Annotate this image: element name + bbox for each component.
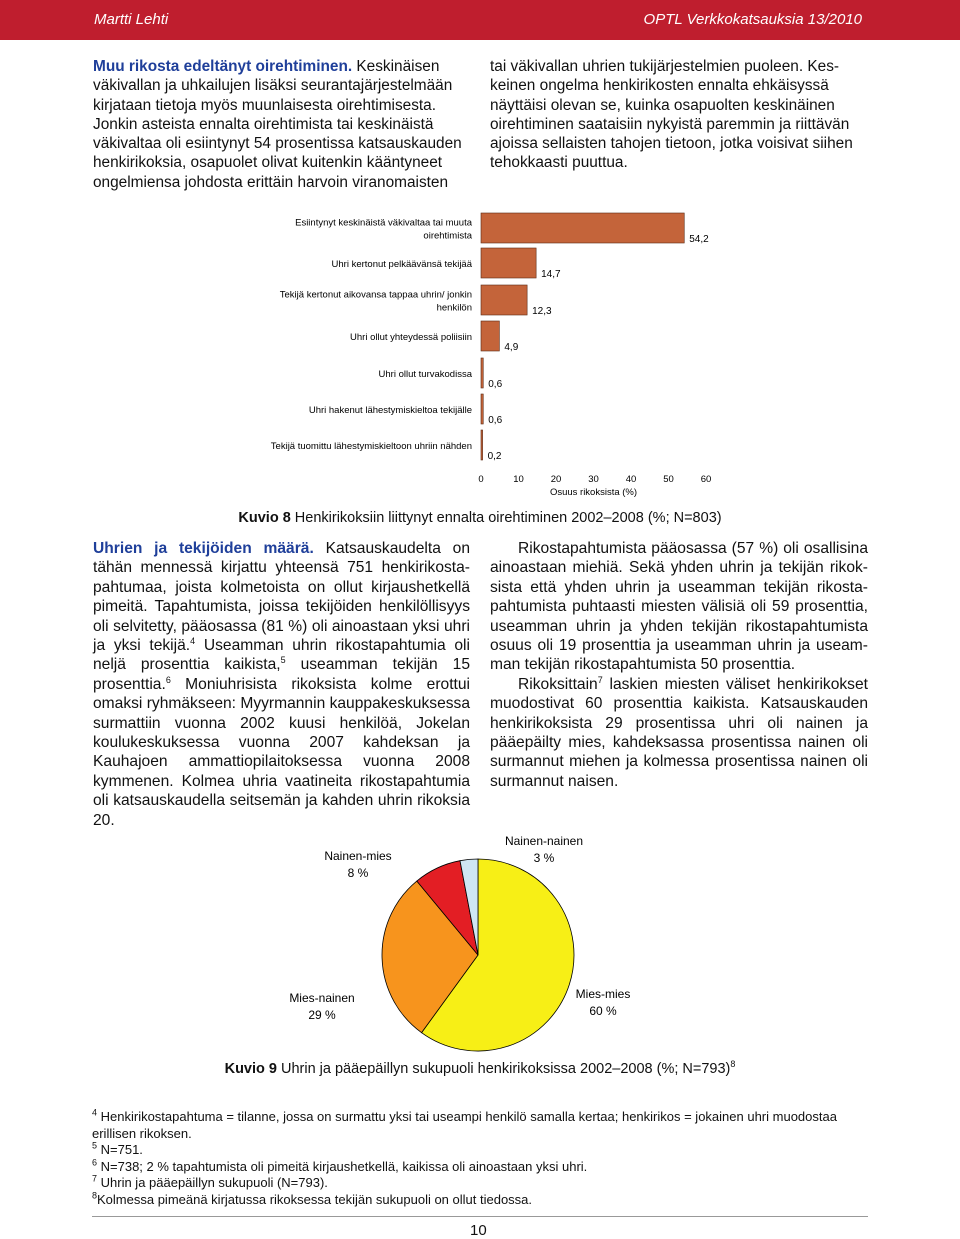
section2-right [490,539,868,791]
section2-heading: Uhrien ja tekijöiden määrä. [93,540,314,557]
footnote-text: N=751. [97,1142,143,1157]
section1-line: henkirikoksia, osapuolet olivat kuitenkin kääntyneet [93,154,443,172]
figure9-label: Kuvio 9 [224,1061,277,1077]
header-author: Martti Lehti [94,11,169,28]
figure8-caption [0,510,960,526]
pie-label: Nainen-mies [324,849,392,863]
section1-right-line: ajoissa sellaisten tahojen tietoon, jotka voisivat siihen [490,135,853,153]
footnote-ref: 5 [280,655,286,666]
bar [481,430,483,460]
bar-category-label: Uhri ollut turvakodissa [378,369,472,380]
figure9-text: Uhrin ja pääepäillyn sukupuoli henkirikoksissa 2002–2008 (%; N=793) [276,1061,731,1077]
footnote-ref: 7 [597,674,603,685]
pie-label: 60 % [589,1004,617,1018]
bar-value-label: 4,9 [504,342,519,353]
bar-value-label: 0,6 [488,415,503,426]
section2-text: Useamman uhrin rikostapahtumia oli neljä prosenttia kaikista, [93,637,470,674]
bar-category-label: Tekijä kertonut aikovansa tappaa uhrin/ jonkin [279,289,472,301]
bar-category-label: Tekijä tuomittu lähestymiskieltoon uhriin nähden [270,441,472,452]
bar-category-label: Uhri hakenut lähestymiskieltoa tekijälle [308,405,472,416]
header-series: OPTL Verkkokatsauksia 13/2010 [643,11,862,28]
figure9-caption [0,1061,960,1077]
bar [481,248,536,278]
section1-line: väkivallan ja uhkailujen lisäksi seurantajärjestelmään [93,77,453,95]
section2-right-para: laskien miesten väliset henkirikokset muodostivat 60 prosenttia kaikista. Katsauskauden henkirikoksista 29 prosentissa uhri oli nainen ja pääepäilty mies, kahdeksassa prosentissa nainen oli surmannut miehen ja kolmessa prosentissa nainen oli surmannut naisen. [490,675,868,790]
bar-chart [0,200,960,510]
pie-label: Nainen-nainen [504,834,584,848]
figure8-text: Henkirikoksiin liittynyt ennalta oirehtiminen 2002–2008 (%; N=803) [290,510,722,526]
footnote-text: N=738; 2 % tapahtumista oli pimeitä kirjaushetkellä, kaikissa oli ainoastaan yksi uhri. [97,1158,588,1174]
x-tick-label: 30 [588,474,599,485]
footnote-ref: 8 [730,1059,736,1070]
section1-heading: Muu rikosta edeltänyt oirehtiminen. [93,58,353,75]
bar-value-label: 0,2 [487,451,502,462]
footnote-text: Henkirikostapahtuma = tilanne, jossa on surmattu yksi tai useampi henkilö samalla kertaa; henkirikos = jokainen uhri muodostaa erillisen rikoksen. [92,1109,837,1141]
section1-right-line: tehokkaasti puuttua. [490,154,628,172]
section2-text: Moniuhrisista rikoksista kolme erottui omaksi ryhmäkseen: Myyrmannin kauppakeskuksessa surmattiin vuonna 2002 kuusi henkilöä, Jokelan koulukeskuksessa vuonna 2007 kahdeksan ja Kauhajoen ammattiopilaitoksessa vuonna 2008 kymmenen. Kolmea uhria vaatineita rikostapahtumia oli katsauskaudella seitsemän ja kahden uhrin rikoksia 20. [93,675,471,829]
section1-line: Keskinäisen [352,58,440,75]
section1-line: ongelmiensa johdosta erittäin harvoin viranomaisten [93,173,449,191]
footnote [92,1192,872,1209]
x-axis-title: Osuus rikoksista (%) [549,487,638,498]
bar [481,321,499,351]
footnote [92,1142,872,1159]
pie-chart [0,825,960,1060]
section1-right-line: keinen ongelma henkirikosten ennalta ehkäisyssä [490,77,829,95]
footnote-num: 8 [92,1190,98,1201]
footnote-num: 7 [92,1173,98,1184]
pie-label: Mies-nainen [289,991,355,1005]
figure8-label: Kuvio 8 [238,510,291,526]
bar [481,394,483,424]
bar-category-label: Uhri ollut yhteydessä poliisiin [350,332,472,343]
page-number: 10 [470,1222,487,1239]
page-header [0,0,960,40]
footnote [92,1109,872,1142]
footnote-num: 6 [92,1157,98,1168]
pie-label: Mies-mies [575,987,631,1001]
section1-right [490,57,875,173]
section2-right-para: Rikoksittain [518,675,598,693]
bar [481,358,483,388]
section2-left [93,539,470,830]
section1-left [93,57,481,192]
footnote-text: Uhrin ja pääepäillyn sukupuoli (N=793). [97,1175,328,1190]
x-tick-label: 0 [478,474,484,485]
footnote-ref: 6 [165,674,171,685]
bar-value-label: 54,2 [689,234,709,245]
footnote-num: 4 [92,1107,98,1118]
bar-category-label: henkilön [436,302,472,314]
bar-category-label: Esiintynyt keskinäistä väkivaltaa tai muuta [295,217,472,229]
x-tick-label: 40 [625,474,637,485]
x-tick-label: 10 [513,474,524,485]
footnote-ref: 4 [190,635,196,646]
pie-label: 8 % [347,866,369,880]
section2-right-para: Rikostapahtumista pääosassa (57 %) oli osallisina ainoastaan miehiä. Sekä yhden uhrin ja tekijän rikoksista että yhden uhrin ja useamman tekijän rikostapahtumista puhtaasti miesten välisiä oli 59 prosenttia, useamman uhrin ja yhden tekijän rikostapahtumista osuus oli 19 prosenttia ja useamman uhrin ja useamman tekijän rikostapahtumista 50 prosenttia. [490,540,868,674]
footnotes [92,1109,872,1208]
page-number-rule [92,1216,868,1217]
section2-text: useamman tekijän 15 prosenttia. [93,656,470,693]
x-tick-label: 20 [550,474,562,485]
section1-right-line: oirehtiminen saataisiin nykyistä paremmin ja riittävän [490,115,850,133]
section1-line: kirjataan tietoja myös muunlaisesta oirehtimisesta. [93,96,437,114]
footnote [92,1175,872,1192]
bar [481,285,527,315]
bar-value-label: 14,7 [541,269,561,280]
bar-category-label: oirehtimista [423,230,472,242]
bar-category-label: Uhri kertonut pelkäävänsä tekijää [331,259,472,270]
bar-value-label: 0,6 [488,379,503,390]
bar [481,213,684,243]
bar-value-label: 12,3 [532,306,552,317]
section1-line: Jonkin asteista ennalta oirehtimista tai keskinäistä [93,115,434,133]
section1-right-line: näyttäisi olevan se, kuinka osapuolten keskinäinen [490,96,835,114]
section1-right-line: tai väkivallan uhrien tukijärjestelmien puoleen. Kes- [490,58,840,75]
pie-label: 29 % [308,1008,336,1022]
section1-line: väkivaltaa oli esiintynyt 54 prosentissa katsauskauden [93,135,462,153]
x-tick-label: 60 [700,474,712,485]
footnote-text: Kolmessa pimeänä kirjatussa rikoksessa tekijän sukupuoli on ollut tiedossa. [97,1191,533,1207]
pie-label: 3 % [533,851,555,865]
x-tick-label: 50 [663,474,674,485]
footnote [92,1159,872,1176]
section2-text: Katsauskaudelta on tähän mennessä kirjattu yhteensä 751 henkirikostapahtumaa, joista kolmetoista on ollut kirjaushetkellä pimeitä. Tapahtumista, joissa tekijöiden henkilöllisyys oli selvitetty, pääosassa (81 %) oli ainoastaan yksi uhri ja yksi tekijä. [93,540,470,655]
footnote-num: 5 [92,1140,98,1151]
